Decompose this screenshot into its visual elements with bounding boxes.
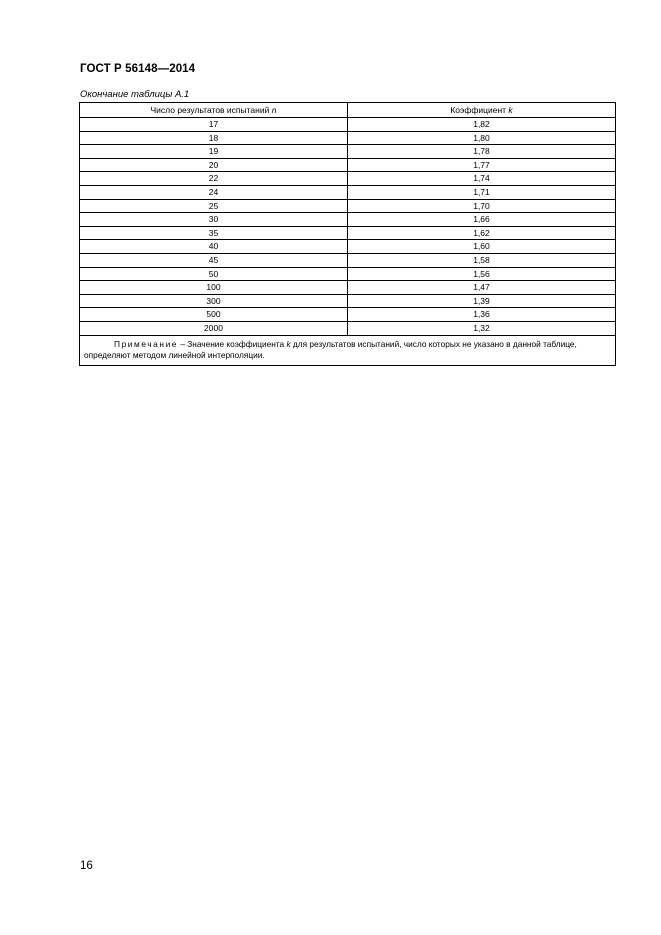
cell-n: 30 — [80, 213, 348, 227]
column-header-n-label: Число результатов испытаний — [150, 105, 270, 115]
cell-n: 24 — [80, 185, 348, 199]
cell-k: 1,82 — [348, 118, 616, 132]
cell-k: 1,58 — [348, 253, 616, 267]
table-row — [80, 321, 616, 335]
table-row — [80, 226, 616, 240]
cell-n: 40 — [80, 240, 348, 254]
note-dash: – — [178, 338, 188, 349]
column-header-k — [348, 103, 616, 118]
cell-n: 500 — [80, 308, 348, 322]
table-row — [80, 281, 616, 295]
cell-k: 1,62 — [348, 226, 616, 240]
note-var: k — [286, 338, 291, 349]
table-header-row — [80, 103, 616, 118]
cell-n: 100 — [80, 281, 348, 295]
cell-n: 45 — [80, 253, 348, 267]
table-body — [80, 118, 616, 336]
cell-k: 1,71 — [348, 185, 616, 199]
table-row — [80, 267, 616, 281]
note-prefix: Примечание — [114, 338, 179, 349]
cell-n: 20 — [80, 158, 348, 172]
column-header-n — [80, 103, 348, 118]
column-header-n-var: n — [271, 105, 277, 115]
table-row — [80, 253, 616, 267]
table-row — [80, 199, 616, 213]
cell-k: 1,60 — [348, 240, 616, 254]
cell-k: 1,78 — [348, 145, 616, 159]
note-row — [80, 335, 616, 365]
cell-n: 25 — [80, 199, 348, 213]
note-text-after: для результатов испытаний, число которых не указано в данной таблице, определяют методом линейной интерполяции. — [84, 338, 577, 360]
table-note — [80, 335, 616, 365]
table-row — [80, 145, 616, 159]
cell-n: 18 — [80, 131, 348, 145]
column-header-k-label: Коэффициент — [450, 105, 507, 115]
table-row — [80, 172, 616, 186]
table-row — [80, 185, 616, 199]
column-header-k-var: k — [508, 105, 513, 115]
table-caption: Окончание таблицы А.1 — [80, 89, 190, 100]
cell-k: 1,39 — [348, 294, 616, 308]
coefficient-table — [79, 102, 616, 366]
table-row — [80, 308, 616, 322]
page-number: 16 — [80, 860, 93, 872]
document-header: ГОСТ Р 56148—2014 — [80, 63, 196, 75]
cell-k: 1,66 — [348, 213, 616, 227]
cell-k: 1,74 — [348, 172, 616, 186]
cell-n: 35 — [80, 226, 348, 240]
cell-k: 1,47 — [348, 281, 616, 295]
cell-k: 1,56 — [348, 267, 616, 281]
table-row — [80, 118, 616, 132]
table-row — [80, 240, 616, 254]
cell-k: 1,80 — [348, 131, 616, 145]
note-text-before: Значение коэффициента — [187, 338, 287, 349]
cell-n: 2000 — [80, 321, 348, 335]
cell-n: 19 — [80, 145, 348, 159]
cell-n: 300 — [80, 294, 348, 308]
table-row — [80, 294, 616, 308]
cell-k: 1,70 — [348, 199, 616, 213]
cell-k: 1,32 — [348, 321, 616, 335]
table-row — [80, 131, 616, 145]
table-row — [80, 158, 616, 172]
cell-k: 1,77 — [348, 158, 616, 172]
cell-n: 17 — [80, 118, 348, 132]
cell-k: 1,36 — [348, 308, 616, 322]
cell-n: 22 — [80, 172, 348, 186]
table-row — [80, 213, 616, 227]
cell-n: 50 — [80, 267, 348, 281]
